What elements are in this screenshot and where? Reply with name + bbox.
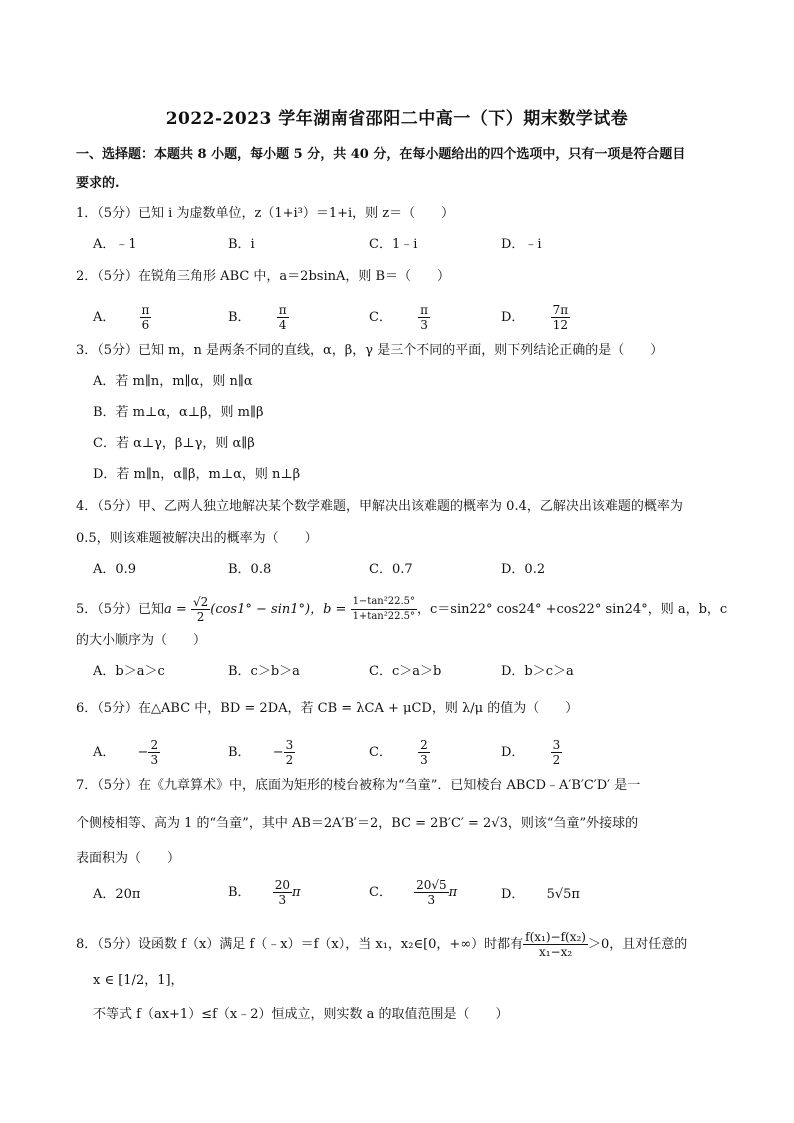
q3-option-b: B．若 m⊥α，α⊥β，则 m∥β — [93, 405, 264, 420]
q7-option-b — [228, 878, 301, 907]
page-title: 2022-2023 学年湖南省邵阳二中高一（下）期末数学试卷 — [165, 109, 629, 129]
q4-option-b: B．0.8 — [228, 562, 272, 577]
q5-a-rest: (cos1° − sin1°)， — [210, 602, 324, 617]
q2-option-d — [501, 303, 570, 332]
q8-fraction — [523, 930, 588, 959]
q7-d-label: D． — [501, 887, 525, 902]
q7-c-tail: π — [448, 885, 458, 900]
q5-a-fraction — [191, 595, 210, 624]
q7-c-fraction — [414, 878, 449, 907]
q7-option-d — [501, 886, 580, 904]
q6-d-den: 2 — [552, 753, 561, 767]
question-2-stem: 2．（5分）在锐角三角形 ABC 中，a＝2bsinA，则 B＝（ ） — [76, 269, 451, 284]
q6-b-fraction — [284, 738, 296, 767]
q5-option-c: C．c＞a＞b — [369, 664, 442, 679]
q1-option-d: D．﹣i — [501, 237, 542, 252]
q6-a-num: 2 — [150, 738, 159, 752]
q6-b-den: 2 — [285, 753, 294, 767]
q6-a-fraction — [148, 738, 160, 767]
q7-b-fraction — [273, 878, 292, 907]
q6-c-num: 2 — [420, 738, 428, 752]
question-3-stem: 3．（5分）已知 m，n 是两条不同的直线，α，β，γ 是三个不同的平面，则下列结论正确的是（ ） — [76, 343, 664, 358]
question-7-line3: 表面积为（ ） — [76, 851, 181, 866]
q6-option-d — [501, 738, 562, 767]
q3-option-d: D．若 m∥n，α∥β，m⊥α，则 n⊥β — [93, 467, 301, 482]
q8-frac-num: f(x₁)−f(x₂) — [525, 930, 586, 944]
question-6-stem: 6．（5分）在△ABC 中，BD = 2DA，若 CB = λCA + μCD，则 λ/μ 的值为（ ） — [76, 701, 579, 716]
q6-a-den: 3 — [150, 753, 159, 767]
q7-c-label: C． — [369, 885, 392, 900]
q5-option-b: B．c＞b＞a — [228, 664, 300, 679]
q7-b-tail: π — [291, 885, 301, 900]
q2-option-d-label: D． — [501, 310, 525, 325]
question-4-line2: 0.5，则该难题被解决出的概率为（ ） — [76, 531, 318, 546]
q5-a-num: √2 — [192, 595, 209, 609]
q4-option-d: D．0.2 — [501, 562, 546, 577]
q6-c-fraction — [418, 738, 430, 767]
q5-b-expr: b = — [323, 602, 351, 617]
q7-option-c — [369, 878, 457, 907]
q5-c-expr: ，c＝sin22° cos24° +cos22° sin24°，则 a，b，c — [417, 602, 728, 617]
question-5-line1 — [76, 595, 727, 624]
q2-option-c-fraction — [418, 303, 430, 332]
q7-c-den: 3 — [427, 893, 436, 907]
q2-option-a — [93, 303, 151, 332]
question-8-line3: 不等式 f（ax+1）≤f（x﹣2）恒成立，则实数 a 的取值范围是（ ） — [93, 1007, 509, 1022]
q2-option-c-label: C． — [369, 310, 392, 325]
q2-option-d-fraction — [551, 303, 571, 332]
q8-line1a: 8．（5分）设函数 f（x）满足 f（﹣x）＝f（x），当 x₁，x₂∈[0，+∞）时都有 — [76, 937, 524, 952]
q5-a-den: 2 — [196, 610, 205, 624]
question-8-line1 — [76, 930, 687, 959]
question-4-line1: 4．（5分）甲、乙两人独立地解决某个数学难题，甲解决出该难题的概率为 0.4，乙解决出该难题的概率为 — [76, 499, 683, 514]
q3-option-c: C．若 α⊥γ，β⊥γ，则 α∥β — [93, 436, 255, 451]
q6-d-label: D． — [501, 745, 525, 760]
question-7-line2: 个侧棱相等、高为 1 的“刍童”，其中 AB＝2A′B′＝2，BC = 2B′C′ = 2√3，则该“刍童”外接球的 — [76, 816, 639, 831]
q2-c-den: 3 — [420, 318, 428, 332]
q2-c-num: π — [420, 303, 428, 317]
q5-b-fraction — [351, 595, 417, 624]
q6-option-a — [93, 738, 160, 767]
q5-b-den: 1+tan²22.5° — [352, 611, 415, 622]
q7-b-num: 20 — [274, 878, 290, 892]
q2-a-num: π — [141, 303, 150, 317]
q2-option-a-label: A． — [93, 310, 116, 325]
q4-option-a: A．0.9 — [93, 562, 137, 577]
q6-a-sign: − — [137, 745, 149, 760]
q3-option-a: A．若 m∥n，m∥α，则 n∥α — [93, 374, 253, 389]
q2-b-num: π — [278, 303, 287, 317]
question-5-line2: 的大小顺序为（ ） — [76, 633, 207, 648]
q6-d-num: 3 — [552, 738, 561, 752]
q8-frac-den: x₁−x₂ — [538, 945, 573, 959]
q1-option-a: A．﹣1 — [93, 237, 137, 252]
q2-option-c — [369, 303, 430, 332]
q6-c-label: C． — [369, 745, 392, 760]
q2-b-den: 4 — [278, 318, 287, 332]
q2-option-a-fraction — [140, 303, 152, 332]
section-heading-line1: 一、选择题：本题共 8 小题，每小题 5 分，共 40 分，在每小题给出的四个选项中，只有一项是符合题目 — [76, 147, 686, 162]
q2-a-den: 6 — [141, 318, 150, 332]
q5-prefix: 5．（5分）已知 — [76, 602, 165, 617]
q6-b-num: 3 — [285, 738, 294, 752]
q6-b-sign: − — [272, 745, 284, 760]
q7-option-a: A．20π — [93, 887, 141, 902]
q8-line1b: ＞0，且对任意的 — [587, 937, 688, 952]
q5-option-d: D．b＞c＞a — [501, 664, 574, 679]
q1-option-b: B．i — [228, 237, 255, 252]
question-7-line1: 7．（5分）在《九章算术》中，底面为矩形的棱台被称为“刍童”．已知棱台 ABCD﹣A′B′C′D′ 是一 — [76, 778, 641, 793]
q1-option-c: C．1﹣i — [369, 237, 418, 252]
question-1-stem: 1．（5分）已知 i 为虚数单位，z（1+i³）＝1+i，则 z＝（ ） — [76, 206, 455, 221]
q7-d-value: 5√5π — [546, 887, 580, 902]
q2-option-b-label: B． — [228, 310, 251, 325]
q5-b-num: 1−tan²22.5° — [351, 595, 417, 610]
q7-c-num: 20√5 — [416, 878, 447, 892]
q6-option-b — [228, 738, 295, 767]
q5-a-expr: a = — [164, 602, 191, 617]
q6-a-label: A． — [93, 745, 116, 760]
q6-option-c — [369, 738, 430, 767]
q6-d-fraction — [551, 738, 563, 767]
q6-b-label: B． — [228, 745, 251, 760]
q2-option-b — [228, 303, 289, 332]
section-heading-line2: 要求的. — [76, 176, 120, 191]
q2-option-b-fraction — [277, 303, 289, 332]
q5-option-a: A．b＞a＞c — [93, 664, 165, 679]
q6-c-den: 3 — [420, 753, 428, 767]
q7-b-den: 3 — [278, 893, 287, 907]
q7-b-label: B． — [228, 885, 251, 900]
q4-option-c: C．0.7 — [369, 562, 413, 577]
q2-d-num: 7π — [552, 303, 569, 317]
q2-d-den: 12 — [552, 318, 568, 332]
question-8-line2: x ∈ [1/2，1]， — [93, 973, 184, 988]
